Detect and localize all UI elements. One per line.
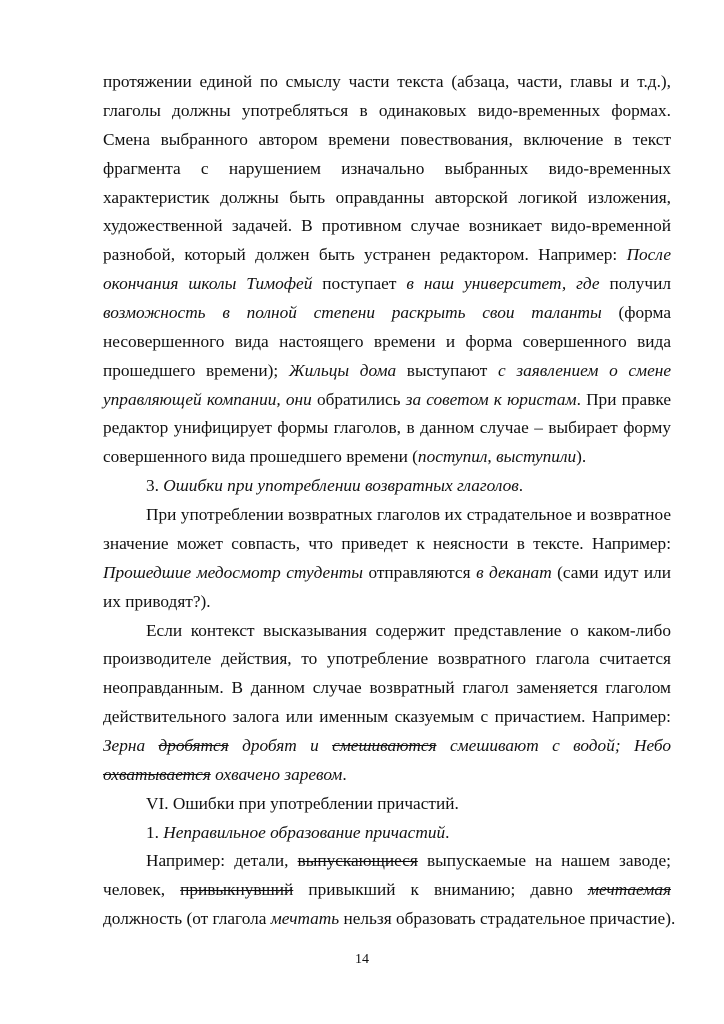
text-run: нельзя образовать страдательное причастие). [339,909,676,928]
italic-run: дробят и [228,736,333,755]
text-run: . [342,765,347,784]
italic-run: смешивают с водой; Небо [436,736,671,755]
text-run: . [445,823,450,842]
italic-run: в деканат [476,563,552,582]
text-run: . При правке [576,390,671,409]
text-line [103,328,671,357]
text-run: отправляются [362,563,477,582]
section-heading [146,790,671,819]
italic-run: После [626,245,671,264]
italic-run: возможность в полной степени раскрыть свои таланты [103,303,602,322]
italic-run: управляющей компании, они [103,390,312,409]
text-line [103,414,671,443]
text-run: прошедшего времени); [103,361,289,380]
text-line [103,876,671,905]
struck-italic-run: дробятся [158,736,229,755]
text-line [103,530,671,559]
text-line [103,905,676,934]
text-line [103,184,671,213]
text-run: разнобой, который должен быть устранен редактором. Например: [103,245,627,264]
italic-run: поступил [417,447,488,466]
text-run: художественной задачей. В противном случае возникает видо-временной [103,216,671,235]
struck-italic-run: мечтаемая [588,880,671,899]
text-run: совершенного вида прошедшего времени ( [103,447,418,466]
text-run: , [487,447,497,466]
italic-run: мечтать [270,909,340,928]
text-line [103,703,671,732]
text-run: неоправданным. В данном случае возвратный глагол заменяется глаголом [103,678,671,697]
text-run: человек, [103,880,181,899]
italic-run: в наш университет, где [406,274,600,293]
text-run: редактор унифицирует формы глаголов, в данном случае – выбирает форму [103,418,671,437]
text-run: выпускаемые на нашем заводе; [417,851,671,870]
text-run: их приводят?). [103,592,211,611]
text-line [103,645,671,674]
text-run: VI. Ошибки при употреблении причастий. [146,794,459,813]
text-run: (сами идут или [551,563,671,582]
text-run: производителе действия, то употребление возвратного глагола считается [103,649,671,668]
text-line [103,126,671,155]
text-line [103,443,671,472]
text-line [103,155,671,184]
text-run: 1. [146,823,164,842]
text-run: Если контекст высказывания содержит представление о каком-либо [146,621,671,640]
italic-run: Ошибки при употреблении возвратных глаголов [163,476,519,495]
text-run: (форма [601,303,671,322]
text-line [146,617,671,646]
text-line [103,241,671,270]
section-heading [146,472,671,501]
text-run: глаголы должны употребляться в одинаковых видо-временных формах. [103,101,671,120]
text-run: При употреблении возвратных глаголов их страдательное и возвратное [146,505,671,524]
text-line [103,674,671,703]
text-run: обратились [311,390,406,409]
text-run: получил [599,274,671,293]
text-run: Например: детали, [146,851,298,870]
text-run: 3. [146,476,164,495]
text-line [146,847,671,876]
text-line [146,501,671,530]
text-run: несовершенного вида настоящего времени и форма совершенного вида [103,332,671,351]
italic-run: выступили [496,447,577,466]
italic-run: с заявлением о смене [498,361,671,380]
struck-run: выпускающиеся [297,851,418,870]
text-run: ). [576,447,587,466]
text-run: поступает [312,274,407,293]
struck-run: привыкнувший [180,880,294,899]
text-line [103,299,671,328]
text-line [103,559,671,588]
text-line [103,68,671,97]
text-line [103,732,671,761]
text-line [103,588,671,617]
struck-italic-run: охватывается [103,765,211,784]
text-run: выступают [396,361,499,380]
text-run: Смена выбранного автором времени повествования, включение в текст [103,130,671,149]
italic-run: окончания школы Тимофей [103,274,313,293]
text-line [103,357,671,386]
italic-run: Зерна [103,736,159,755]
text-line [103,386,671,415]
text-line [103,761,671,790]
subsection-heading [146,819,671,848]
page-number: 14 [355,952,369,967]
text-run: значение может совпасть, что приведет к неясности в тексте. Например: [103,534,671,553]
italic-run: Неправильное образование причастий [163,823,446,842]
text-run: привыкший к вниманию; давно [293,880,588,899]
struck-italic-run: смешиваются [332,736,437,755]
text-run: протяжении единой по смыслу части текста (абзаца, части, главы и т.д.), [103,72,671,91]
italic-run: за советом к юристам [405,390,577,409]
italic-run: Прошедшие медосмотр студенты [103,563,363,582]
text-line [103,97,671,126]
italic-run: Жильцы дома [288,361,397,380]
text-run: фрагмента с нарушением изначально выбранных видо-временных [103,159,671,178]
text-run: действительного залога или именным сказуемым с причастием. Например: [103,707,671,726]
text-line [103,270,671,299]
italic-run: охвачено заревом [210,765,343,784]
text-run: . [518,476,524,495]
text-line [103,212,671,241]
text-run: должность (от глагола [103,909,271,928]
text-run: характеристик должны быть оправданны авторской логикой изложения, [103,188,671,207]
